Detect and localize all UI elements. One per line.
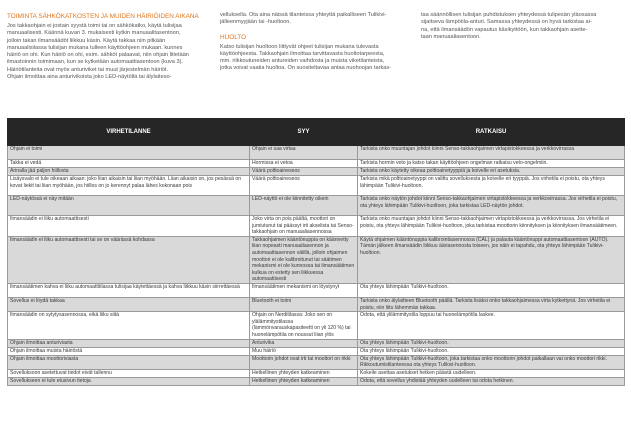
header-cause: SYY xyxy=(250,119,358,146)
cell-cause: Anturivika xyxy=(250,339,358,347)
cell-solution: Ota yhteys lähimpään Tulikivi-huoltoon. xyxy=(358,347,625,355)
cell-fault: Sovellukseen ei tule etusivun tietoja xyxy=(8,377,250,385)
cell-cause: Muu häiriö xyxy=(250,347,358,355)
troubleshooting-table xyxy=(7,118,625,386)
text-line: manuaalisesti. Käännä kuvan 3. mukaisesti kytkin manuaalitasentoon, xyxy=(7,30,181,37)
cell-cause: Bluetooth ei toimi xyxy=(250,297,358,311)
cell-fault: Sovellus ei löydä takkaa xyxy=(8,297,250,311)
intro-paragraph-1 xyxy=(7,23,210,81)
text-line: sijaitseva lämpötila-anturi. Samassa yhteydessä on hyvä tarkistaa ai- xyxy=(421,19,592,26)
cell-cause: Ohjain ei saa virtaa xyxy=(250,146,358,160)
table-row xyxy=(8,283,625,297)
text-line: häiriö on ohi. Kun häiriö on ohi, esim. sähköt palaavat, niin ohjain liitetään xyxy=(7,52,189,59)
cell-fault: Ilmansäätimen kahva ei liiku automaattitilassa tulisijaa käytettäessä ja kahva liikkuu käsin siirrettäessä xyxy=(8,283,250,297)
cell-fault: LED-näytössä ei näy mitään xyxy=(8,196,250,216)
cell-solution: Ota yhteys lähimpään Tulikivi-huoltoon. xyxy=(358,339,625,347)
intro-paragraph-4 xyxy=(421,12,617,41)
section-heading-interruptions: TOIMINTA SÄHKÖKATKOSTEN JA MUIDEN HÄIRIÖIDEN AIKANA xyxy=(7,13,199,20)
table-row xyxy=(8,160,625,168)
cell-solution: Käytä ohjaimen kääntönuppia kalibrointiasennossa (CAL) ja palauta kääntönuppi automaattiasentoon (AUTO). Tämän jälkeen ilmansäädin liikkuu ääriasennosta toiseen, jos näin ei tapahdu, ota yhteys lähimpään Tulikivi-huoltoon. xyxy=(358,236,625,283)
intro-paragraph-2 xyxy=(220,12,413,27)
cell-cause: Hetkellinen yhteyden katkeaminen xyxy=(250,369,358,377)
table-row xyxy=(8,196,625,216)
cell-solution: Tarkista onko käytetty oikeaa polttoainetyyppiä ja koivelle eri asetuksia. xyxy=(358,168,625,176)
cell-cause: Hetkellinen yhteyden katkeaminen xyxy=(250,377,358,385)
table-body xyxy=(8,146,625,386)
cell-cause: Joko virta on pois päältä, moottori on jumiutunut tai päässyt irti akselista tai Senso-takkaohjain on manuaaliasennossa xyxy=(250,216,358,237)
table-row xyxy=(8,355,625,369)
text-line: Katso tulisijan huoltoon liittyvät ohjeet tulisijan mukana tulevasta xyxy=(220,43,379,50)
table-row xyxy=(8,236,625,283)
cell-solution: Tarkista onko muuntajan johdot kiinni Senso-takkaohjaimen virtapistokkeessa ja verkkovirrassa. Jos virhetila ei poistu, ota yhteys lähimpään Tulikivi-huoltoon, joka tarkistaa moottorin kiinnityksen ja kiinnityksen ilmansäätimeen. xyxy=(358,216,625,237)
table-header-row xyxy=(8,119,625,146)
intro-column-1 xyxy=(7,12,210,81)
cell-fault: Ohjain ei toimi xyxy=(8,146,250,160)
text-line: manuaalisilassa tulisijan mukana tulleen käyttöohjeen mukaan. kunnes xyxy=(7,44,183,51)
cell-fault: Ohjain ilmoittaa moottoriviasta xyxy=(8,355,250,369)
intro-paragraph-3 xyxy=(220,44,413,73)
table-row xyxy=(8,339,625,347)
cell-cause: Takkaohjaimen kääntönuppia on käännetty liian nopeasti manuaaliasennon ja automaattiasennon välillä, jolloin ohjaimen moottori ei ole kalibroitunut tai säätimen mekanismi ei ole kunnossa tai ilmansäätimen kulkua on estetty sen liikkuessa automaattisesti xyxy=(250,236,358,283)
text-line: velluksella. Ota aina näissä tilanteissa yhteyttä paikalliseen Tulikivi- xyxy=(220,12,387,18)
cell-fault: Ilmansäädin ei liiku automaattisesti xyxy=(8,216,250,237)
table-row xyxy=(8,312,625,339)
table-row xyxy=(8,168,625,176)
text-line: jolloin takan ilmansäädöt liikkuu käsin. Käytä takkaa niin pitkään xyxy=(7,37,166,44)
text-line: jälleenmyyjään tai -huoltoon. xyxy=(220,19,291,26)
cell-cause: Hormissa ei vetoa xyxy=(250,160,358,168)
cell-fault: Arinalla jää paljon hiillosta xyxy=(8,168,250,176)
text-line: jotka voivat vaatia huoltoa. On suositeltavaa antaa nuohoojan tarkas- xyxy=(220,65,392,72)
table-row xyxy=(8,377,625,385)
cell-solution: Tarkista mikä polttoainetyyppi on valittu sovelluksesta ja koivelle eri tyyppiä. Jos virhetila ei poistu, ota yhteys lähimpään Tulikivi-huoltoon. xyxy=(358,176,625,196)
text-line: Häiriötilanteita ovat myös anturiviket tai muut järjestelmän häiriöt. xyxy=(7,66,169,73)
cell-solution: Tarkista onko muuntajan johdot kiinni Senso-takkaohjaimen virtapistokkeessa ja verkkovirrassa xyxy=(358,146,625,160)
cell-solution: Tarkista onko älylaitteen Bluetooth päällä. Tarkista lisäksi onko takkaohjaimessa virta kytkettynä. Jos virhetila ei poistu, niin liitu lähemmäs takkaa. xyxy=(358,297,625,311)
text-line: na, että ilmansäädön vapautus käsikyttöön, kun takkaohjain asette- xyxy=(421,26,588,33)
intro-column-3 xyxy=(421,12,617,41)
cell-solution: Odota, että ylilämmitystila loppuu tai huonelämpötila laskee. xyxy=(358,312,625,339)
cell-fault: Takka ei vedä xyxy=(8,160,250,168)
cell-solution: Tarkista hormin veto ja katso takan käyttöohjeen ongelman ratkaisu veto-ongelmiin. xyxy=(358,160,625,168)
header-fault: VIRHETILANNE xyxy=(8,119,250,146)
table-row xyxy=(8,146,625,160)
cell-cause: Ohjain on Nerditilassa: Joko sen on ylälämmitystilassa (lämmönvarauskapasiteetti on yli 120 %) tai huonelämpötila on noussut liian ylös xyxy=(250,312,358,339)
text-line: Jos takkaohjain ei jostain syystä toimi tai on sähkökatko, käytä tulisijaa xyxy=(7,23,182,29)
header-solution: RATKAISU xyxy=(358,119,625,146)
cell-cause: LED-näyttö ei ole kiinnitetty oikein xyxy=(250,196,358,216)
text-line: käyttöohjeesta. Takkaohjain ilmoittaa tarvittavasta huoltotarpeesta, xyxy=(220,50,385,57)
text-line: mm. riikkoutuneiden antureiden vaihdosta ja muista viketilanteista, xyxy=(220,58,385,65)
table-row xyxy=(8,216,625,237)
table-row xyxy=(8,369,625,377)
section-heading-maintenance: HUOLTO xyxy=(220,33,247,41)
cell-cause: Väärä polttoaineseos xyxy=(250,168,358,176)
cell-solution: Kokeile asettaa asetukset hetken päästä uudelleen. xyxy=(358,369,625,377)
cell-cause: Ilmansäätimen mekanismi on löystynyt xyxy=(250,283,358,297)
cell-fault: Ohjain ilmoittaa anturiviasta xyxy=(8,339,250,347)
text-line: ilmastoinnin toimimaan, kun se kytketään automaattiasentoon (kuva 3). xyxy=(7,59,183,66)
cell-solution: Tarkista onko näytön johdot kiinni Senso-takkaohjaimen virtapistokkeessa ja verkkovirrassa. Jos virhetila ei poistu, ota yhteys lähimpään Tulikivi-huoltoon, joka tarkistaa LED-näytön johdot. xyxy=(358,196,625,216)
table-row xyxy=(8,347,625,355)
cell-solution: Ota yhteys lähimpään Tulikivi-huoltoon, joka tarkistaa onko moottorin johdot paikallaan vai onko moottori rikki. Rikkoutumistilanteessa ota yhteys Tulikivi-huoltoon. xyxy=(358,355,625,369)
text-line: taa säännöllisen tulisijan puhdistuksen yhteydessä tulipesän yläosassa xyxy=(421,12,597,18)
cell-fault: Lisäysvalo ei tule oikeaan aikaan: joko liian aikaisin tai liian myöhään. Liian aikaisin on, jos pesässä on kovat liekit tai liian myöhään, jos hiillos on jo kerennyt palaa lähes kokonaan pois xyxy=(8,176,250,196)
table-row xyxy=(8,176,625,196)
text-line: Ohjain ilmoittaa aina anturivikoista joko LED-näytöllä tai älylaiteso- xyxy=(7,74,172,81)
cell-fault: Ilmansäädin on sytytysasennossa, eikä liiku siitä xyxy=(8,312,250,339)
text-line: taan manuaaliasentoon. xyxy=(421,33,481,40)
cell-solution: Odota, että sovellus yhdistää yhteyden uudelleen tai odota hetkinen. xyxy=(358,377,625,385)
intro-column-2 xyxy=(220,12,413,73)
cell-fault: Ohjain ilmoittaa muista häiriöstä xyxy=(8,347,250,355)
table-row xyxy=(8,297,625,311)
cell-cause: Väärä polttoaineseos xyxy=(250,176,358,196)
cell-fault: Ilmansäädin ei liiku automaattisesti tai se on väärässä kohdassa xyxy=(8,236,250,283)
cell-cause: Moottorin johdot ovat irti tai moottori on rikki xyxy=(250,355,358,369)
cell-fault: Sovelluksoon asetettuvat tiedot eivät tallennu xyxy=(8,369,250,377)
cell-solution: Ota yhteys lähimpään Tulikivi-huoltoon. xyxy=(358,283,625,297)
